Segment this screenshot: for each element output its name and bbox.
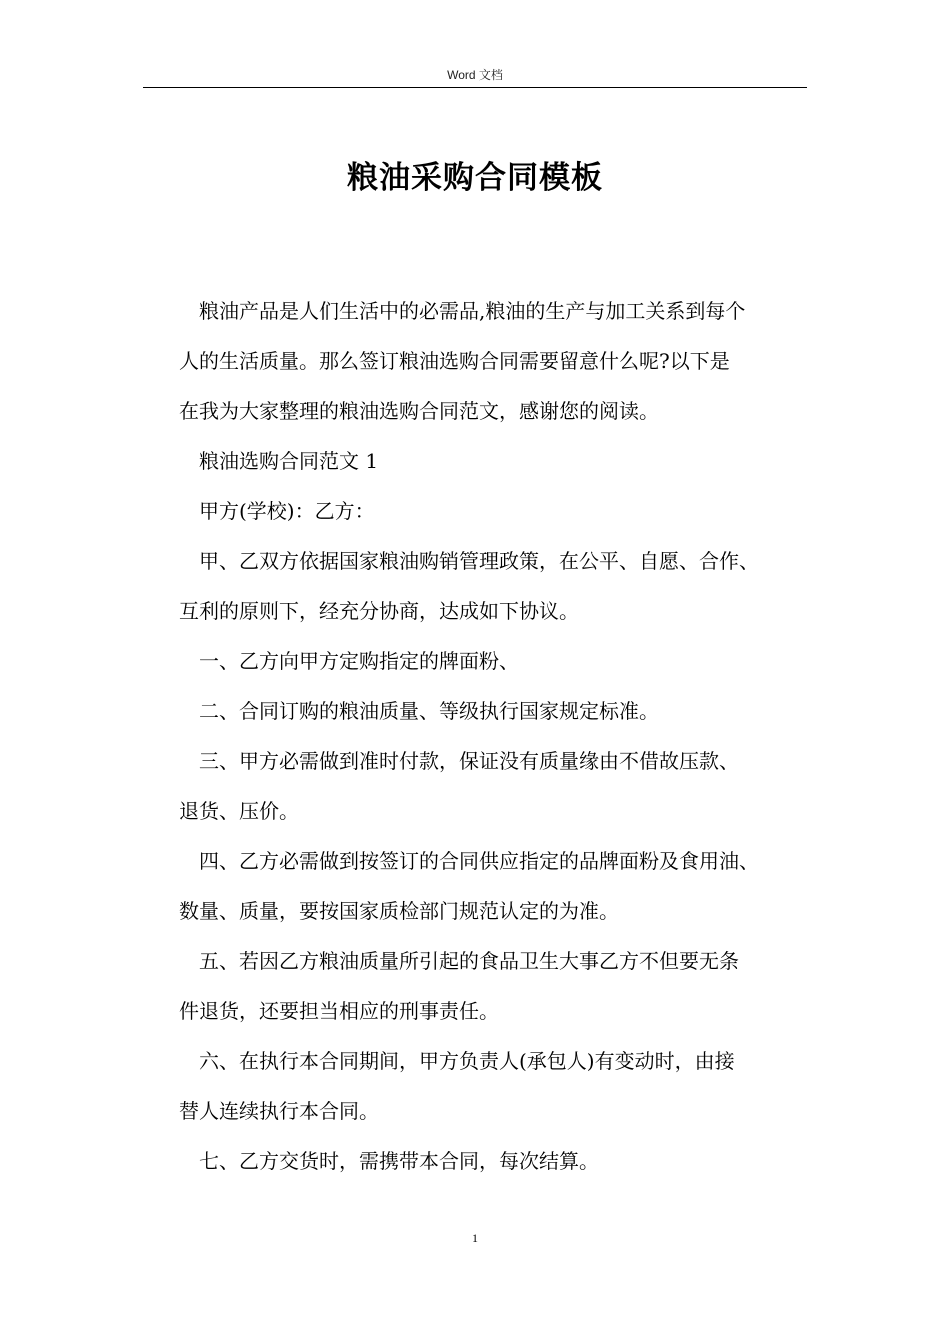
text-line: 粮油选购合同范文 1 <box>199 449 379 473</box>
document-title: 粮油采购合同模板 <box>347 160 603 196</box>
text-line: 二、合同订购的粮油质量、等级执行国家规定标准。 <box>199 699 659 723</box>
text-line: 人的生活质量。那么签订粮油选购合同需要留意什么呢?以下是 <box>179 349 730 373</box>
text-line: 在我为大家整理的粮油选购合同范文，感谢您的阅读。 <box>179 399 659 423</box>
text-line: 六、在执行本合同期间，甲方负责人(承包人)有变动时，由接 <box>199 1049 735 1073</box>
document-body <box>179 286 819 1186</box>
header-divider <box>143 87 807 88</box>
text-line: 甲方(学校)：乙方： <box>199 499 375 523</box>
text-line: 五、若因乙方粮油质量所引起的食品卫生大事乙方不但要无条 <box>199 949 739 973</box>
text-line: 甲、乙双方依据国家粮油购销管理政策，在公平、自愿、合作、 <box>199 549 759 573</box>
text-line: 一、乙方向甲方定购指定的牌面粉、 <box>199 649 519 673</box>
text-line: 三、甲方必需做到准时付款，保证没有质量缘由不借故压款、 <box>199 749 739 773</box>
text-line: 数量、质量，要按国家质检部门规范认定的为准。 <box>179 899 619 923</box>
text-line: 件退货，还要担当相应的刑事责任。 <box>179 999 499 1023</box>
text-line: 四、乙方必需做到按签订的合同供应指定的品牌面粉及食用油、 <box>199 849 759 873</box>
text-line: 互利的原则下，经充分协商，达成如下协议。 <box>179 599 579 623</box>
text-line: 替人连续执行本合同。 <box>179 1099 379 1123</box>
text-line: 退货、压价。 <box>179 799 299 823</box>
page-number: 1 <box>472 1231 478 1245</box>
page-header-label: Word 文档 <box>447 68 503 82</box>
text-line: 七、乙方交货时，需携带本合同，每次结算。 <box>199 1149 599 1173</box>
text-line: 粮油产品是人们生活中的必需品,粮油的生产与加工关系到每个 <box>199 299 746 323</box>
